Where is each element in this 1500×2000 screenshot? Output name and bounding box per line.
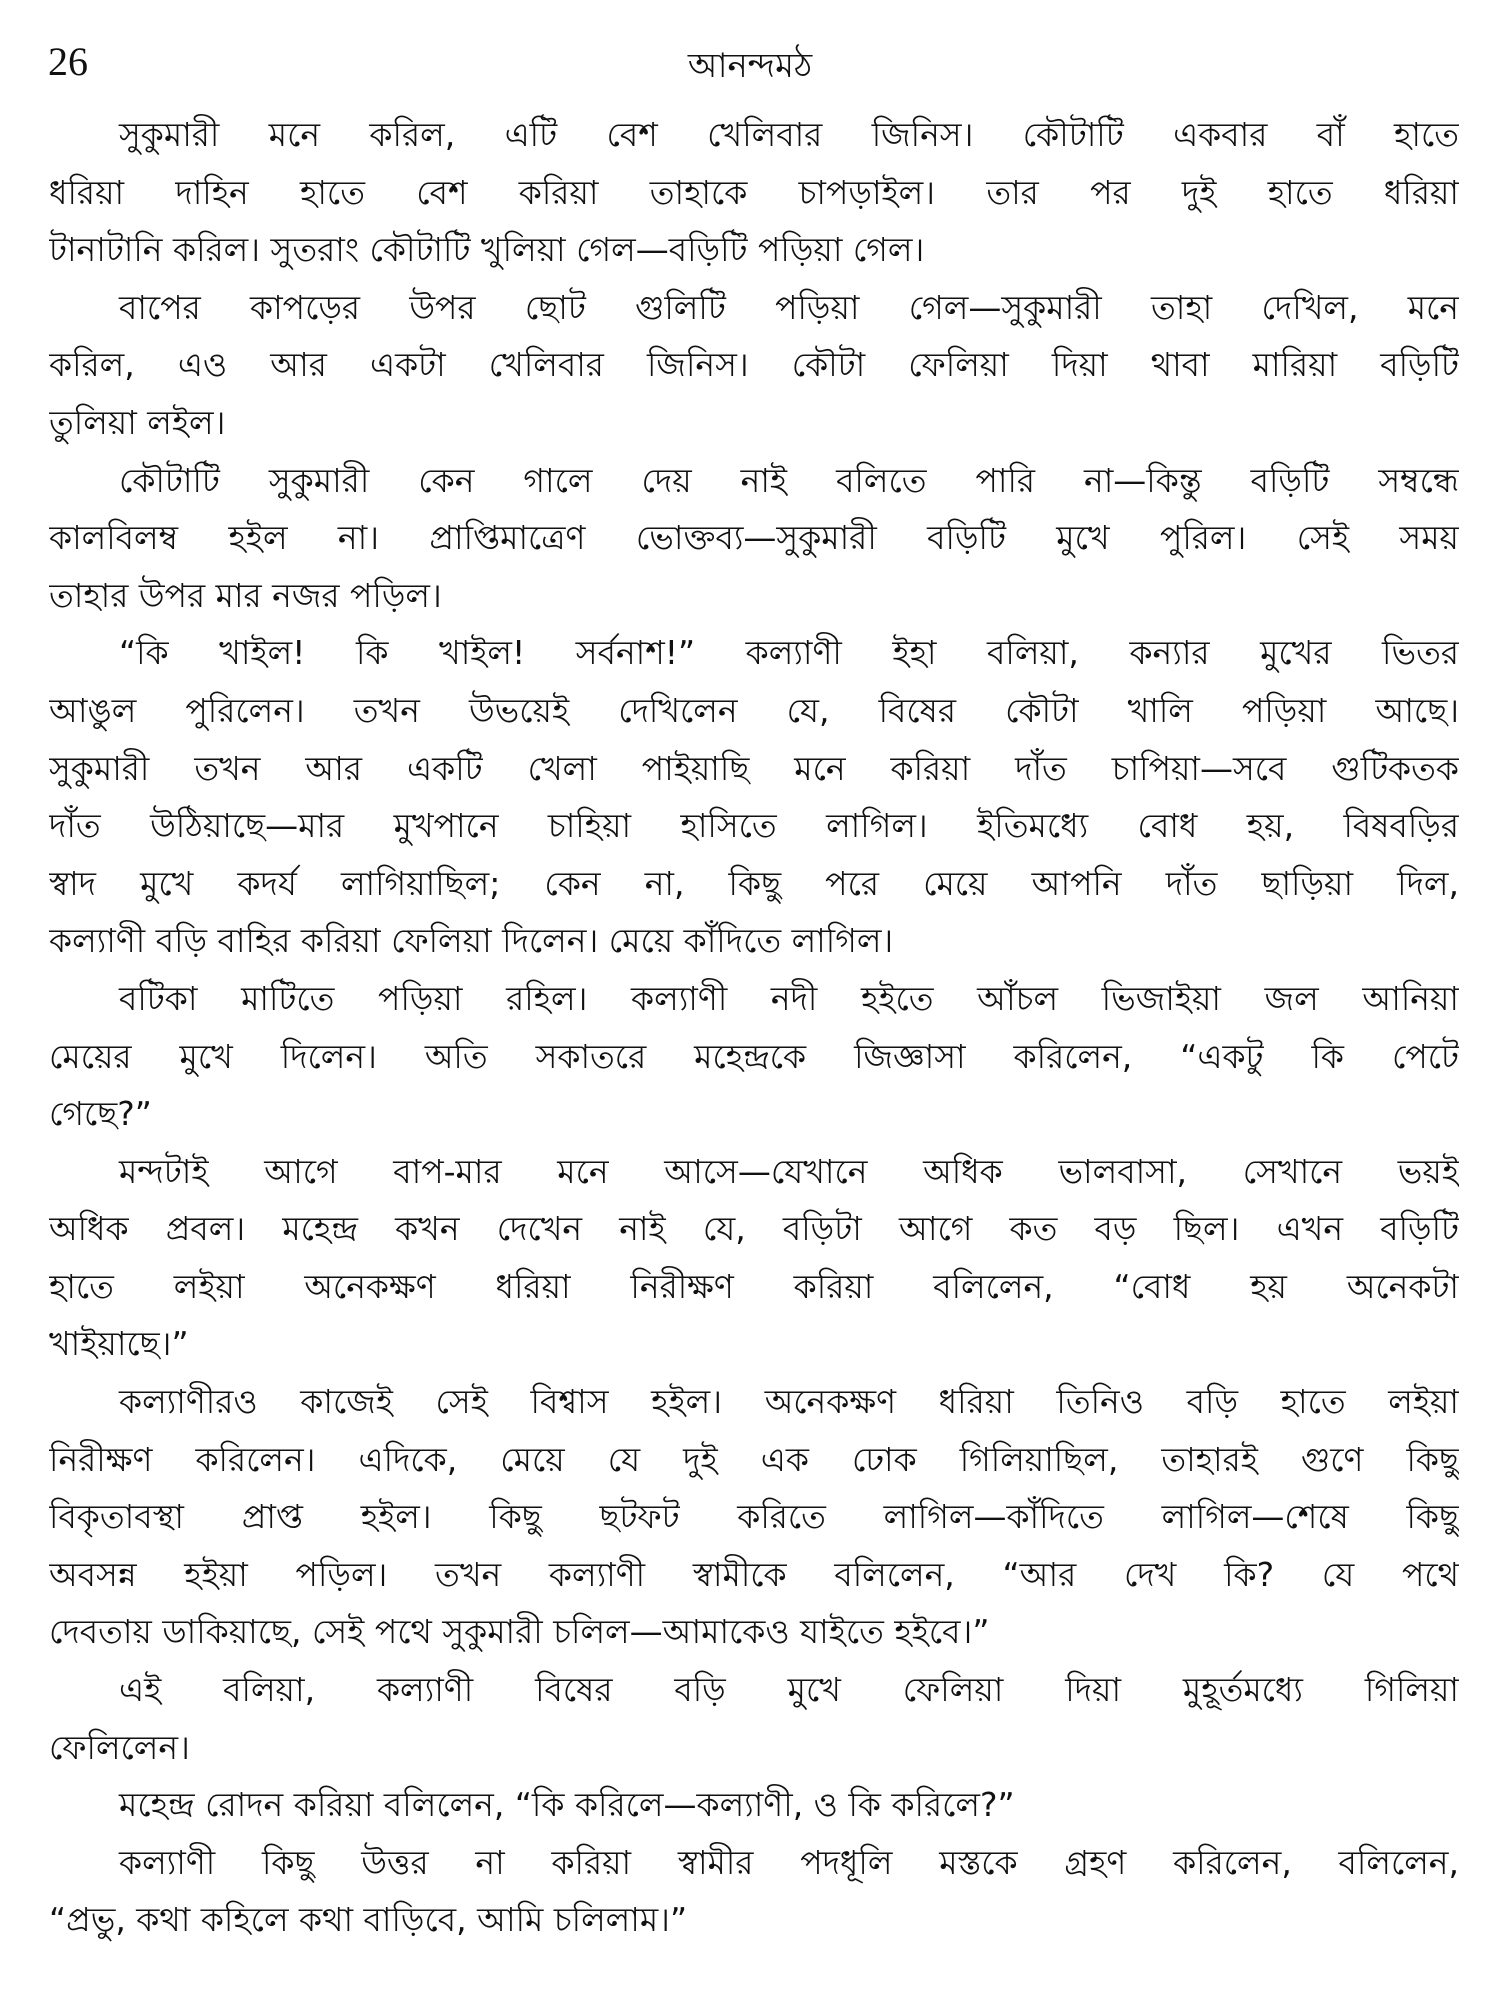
paragraph [49, 970, 1459, 1143]
text-line: বাপের কাপড়ের উপর ছোট গুলিটি পড়িয়া গেল—সুকুমারী তাহা দেখিল, মনে [119, 287, 1459, 327]
paragraph [49, 279, 1459, 452]
text-line: নিরীক্ষণ করিলেন। এদিকে, মেয়ে যে দুই এক ঢোক গিলিয়াছিল, তাহারই গুণে কিছু [49, 1439, 1459, 1479]
text-line: “কি খাইল! কি খাইল! সর্বনাশ!” কল্যাণী ইহা বলিয়া, কন্যার মুখের ভিতর [119, 633, 1459, 673]
text-line: এই বলিয়া, কল্যাণী বিষের বড়ি মুখে ফেলিয়া দিয়া মুহূর্তমধ্যে গিলিয়া [119, 1670, 1459, 1710]
text-line: বিকৃতাবস্থা প্রাপ্ত হইল। কিছু ছটফট করিতে লাগিল—কাঁদিতে লাগিল—শেষে কিছু [49, 1497, 1459, 1537]
text-line: ধরিয়া দাহিন হাতে বেশ করিয়া তাহাকে চাপড়াইল। তার পর দুই হাতে ধরিয়া [49, 172, 1459, 212]
text-line: দেবতায় ডাকিয়াছে, সেই পথে সুকুমারী চলিল—আমাকেও যাইতে হইবে।” [49, 1612, 990, 1652]
text-line: “প্রভু, কথা কহিলে কথা বাড়িবে, আমি চলিলাম।” [49, 1900, 688, 1940]
text-line: কৌটাটি সুকুমারী কেন গালে দেয় নাই বলিতে পারি না—কিন্তু বড়িটি সম্বন্ধে [119, 460, 1459, 500]
running-title: আনন্দমঠ [687, 46, 813, 86]
paragraph [49, 1373, 1459, 1661]
text-line: দাঁত উঠিয়াছে—মার মুখপানে চাহিয়া হাসিতে লাগিল। ইতিমধ্যে বোধ হয়, বিষবড়ির [49, 806, 1459, 846]
text-line: খাইয়াছে।” [49, 1324, 189, 1364]
text-line: করিল, এও আর একটা খেলিবার জিনিস। কৌটা ফেলিয়া দিয়া থাবা মারিয়া বড়িটি [49, 345, 1459, 385]
text-line: সুকুমারী তখন আর একটি খেলা পাইয়াছি মনে করিয়া দাঁত চাপিয়া—সবে গুটিকতক [49, 748, 1459, 788]
text-line: মহেন্দ্র রোদন করিয়া বলিলেন, “কি করিলে—কল্যাণী, ও কি করিলে?” [119, 1785, 1015, 1825]
text-line: তাহার উপর মার নজর পড়িল। [49, 575, 442, 615]
text-line: স্বাদ মুখে কদর্য লাগিয়াছিল; কেন না, কিছু পরে মেয়ে আপনি দাঁত ছাড়িয়া দিল, [49, 863, 1459, 903]
body-text [49, 106, 1459, 1949]
text-line: মন্দটাই আগে বাপ-মার মনে আসে—যেখানে অধিক ভালবাসা, সেখানে ভয়ই [119, 1151, 1459, 1191]
text-line: কালবিলম্ব হইল না। প্রাপ্তিমাত্রেণ ভোক্তব্য—সুকুমারী বড়িটি মুখে পুরিল। সেই সময় [49, 518, 1459, 558]
text-line: ফেলিলেন। [49, 1727, 190, 1767]
text-line: কল্যাণী বড়ি বাহির করিয়া ফেলিয়া দিলেন। মেয়ে কাঁদিতে লাগিল। [49, 921, 894, 961]
paragraph [49, 1143, 1459, 1373]
paragraph [49, 1661, 1459, 1776]
text-line: কল্যাণীরও কাজেই সেই বিশ্বাস হইল। অনেকক্ষণ ধরিয়া তিনিও বড়ি হাতে লইয়া [119, 1382, 1459, 1422]
text-line: বটিকা মাটিতে পড়িয়া রহিল। কল্যাণী নদী হইতে আঁচল ভিজাইয়া জল আনিয়া [119, 978, 1459, 1018]
paragraph [49, 1776, 1459, 1834]
paragraph [49, 624, 1459, 970]
paragraph [49, 1834, 1459, 1949]
text-line: মেয়ের মুখে দিলেন। অতি সকাতরে মহেন্দ্রকে জিজ্ঞাসা করিলেন, “একটু কি পেটে [49, 1036, 1459, 1076]
text-line: অধিক প্রবল। মহেন্দ্র কখন দেখেন নাই যে, বড়িটা আগে কত বড় ছিল। এখন বড়িটি [49, 1209, 1459, 1249]
text-line: সুকুমারী মনে করিল, এটি বেশ খেলিবার জিনিস। কৌটাটি একবার বাঁ হাতে [119, 115, 1459, 154]
text-line: আঙুল পুরিলেন। তখন উভয়েই দেখিলেন যে, বিষের কৌটা খালি পড়িয়া আছে। [49, 690, 1459, 730]
text-line: কল্যাণী কিছু উত্তর না করিয়া স্বামীর পদধূলি মস্তকে গ্রহণ করিলেন, বলিলেন, [119, 1842, 1459, 1882]
text-line: গেছে?” [49, 1094, 152, 1134]
paragraph [49, 106, 1459, 279]
paragraph [49, 452, 1459, 625]
page-number: 26 [48, 39, 88, 84]
text-line: টানাটানি করিল। সুতরাং কৌটাটি খুলিয়া গেল—বড়িটি পড়িয়া গেল। [49, 230, 925, 270]
text-line: অবসন্ন হইয়া পড়িল। তখন কল্যাণী স্বামীকে বলিলেন, “আর দেখ কি? যে পথে [49, 1554, 1459, 1594]
text-line: তুলিয়া লইল। [49, 402, 226, 442]
text-line: হাতে লইয়া অনেকক্ষণ ধরিয়া নিরীক্ষণ করিয়া বলিলেন, “বোধ হয় অনেকটা [49, 1266, 1459, 1306]
